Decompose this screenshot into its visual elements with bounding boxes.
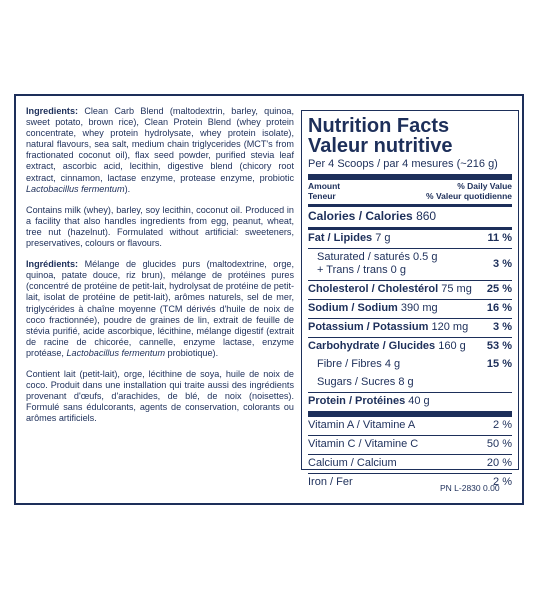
serving-size: Per 4 Scoops / par 4 mesures (~216 g) xyxy=(308,158,498,170)
saturated-trans-row xyxy=(308,249,512,280)
sodium-label: Sodium / Sodium xyxy=(308,302,398,314)
potassium-row xyxy=(308,319,512,337)
sodium-amount: 390 mg xyxy=(400,302,438,314)
calories-row xyxy=(308,207,512,227)
carbohydrate-dv: 53 % xyxy=(486,340,512,352)
calcium-dv: 20 % xyxy=(486,457,512,469)
iron-label: Iron / Fer xyxy=(308,476,353,488)
potassium-dv: 3 % xyxy=(493,321,512,333)
ingredients-fr xyxy=(26,259,294,359)
saturated-trans-dv: 3 % xyxy=(493,258,512,270)
carbohydrate-amount: 160 g xyxy=(438,340,466,352)
vitamin-a-dv: 2 % xyxy=(493,419,512,431)
fat-label: Fat / Lipides xyxy=(308,232,373,244)
fibre-row xyxy=(308,356,512,374)
contains-fr: Contient lait (petit-lait), orge, lécithine de soya, huile de noix de coco. Produit dans une installation qui traite aussi des ingrédients provenant d'œufs, d'arachides, de blé, de noix (noisettes). Formulé sans édulcorants, agents de conservation, colorants ou arômes artificiels. xyxy=(26,368,294,424)
nutrition-title: Nutrition Facts xyxy=(308,115,450,137)
sodium-dv: 16 % xyxy=(486,302,512,314)
amount-label-fr: Teneur xyxy=(308,190,336,201)
vitamin-a-row xyxy=(308,417,512,435)
ingredients-en-heading: Ingredients: xyxy=(26,106,79,116)
sugars-label: Sugars / Sucres 8 g xyxy=(317,376,414,388)
fat-amount: 7 g xyxy=(375,232,391,244)
calcium-row xyxy=(308,455,512,473)
protein-amount: 40 g xyxy=(408,395,430,407)
potassium-label: Potassium / Potassium xyxy=(308,321,429,333)
cholesterol-amount: 75 mg xyxy=(441,283,472,295)
ingredients-fr-end: probiotique). xyxy=(165,347,219,358)
calories-label: Calories / Calories xyxy=(308,209,413,223)
dv-label: % Daily Value xyxy=(457,181,512,191)
calories-value: 860 xyxy=(416,209,437,223)
vitamin-c-label: Vitamin C / Vitamine C xyxy=(308,438,419,450)
fibre-dv: 15 % xyxy=(486,358,512,370)
trans-label: + Trans / trans 0 g xyxy=(317,264,406,276)
protein-label: Protein / Protéines xyxy=(308,395,406,407)
ingredients-fr-text: Mélange de glucides purs (maltodextrine, orge, quinoa, patate douce, riz brun), mélange de protéines pures (concentré de protéine de petit-lait, hydrolysat de protéine de petit-lait, isolat de protéine de petit-lait), arômes naturels, sel de mer, triglycérides à chaîne moyenne (TCM dérivés d'huile de noix de coco fractionnée), poudre de graines de lin, extrait de feuille de stévia purifié, acide ascorbique, lécithine, mélange digestif (extrait de racine de chicorée, cannelle, enzyme lactase, enzyme protéase, xyxy=(26,259,295,358)
saturated-label: Saturated / saturés 0.5 g xyxy=(317,251,438,263)
ingredients-fr-heading: Ingrédients: xyxy=(26,259,79,270)
ingredients-column xyxy=(26,106,294,434)
carbohydrate-row xyxy=(308,338,512,356)
contains-en: Contains milk (whey), barley, soy lecithin, coconut oil. Produced in a facility that also handles ingredients from egg, peanut, wheat, tree nut (hazelnut). Formulated without artificial: sweeteners, preservatives, colours or flavours. xyxy=(26,204,294,249)
calcium-label: Calcium / Calcium xyxy=(308,457,397,469)
amount-label: Amount xyxy=(308,181,341,191)
sugars-row xyxy=(308,374,512,392)
sodium-row xyxy=(308,300,512,318)
potassium-amount: 120 mg xyxy=(431,321,469,333)
vitamin-c-row xyxy=(308,436,512,454)
ingredients-en xyxy=(26,106,294,195)
iron-dv: 2 % xyxy=(493,476,512,488)
part-number: PN L-2830 0.00 xyxy=(440,483,500,493)
nutrition-subtitle: Valeur nutritive xyxy=(308,135,453,157)
fat-dv: 11 % xyxy=(487,232,512,244)
ingredients-en-probiotic: Lactobacillus fermentum xyxy=(26,183,125,194)
dv-label-fr: % Valeur quotidienne xyxy=(426,190,512,201)
cholesterol-dv: 25 % xyxy=(486,283,512,295)
vitamin-c-dv: 50 % xyxy=(486,438,512,450)
ingredients-en-end: ). xyxy=(124,183,131,194)
ingredients-fr-probiotic: Lactobacillus fermentum xyxy=(66,347,166,358)
ingredients-en-text: Clean Carb Blend (maltodextrin, barley, quinoa, sweet potato, brown rice), Clean Protein Blend (whey protein concentrate, whey protein hydrolysate, whey protein isolate), natural flavours, sea salt, medium chain triglycerides (MCT's from fractionated coconut oil), flax seed powder, purified stevia leaf extract, ascorbic acid, lecithin, digestive blend (chicory root extract, cinnamon, lactase enzyme, protease enzyme, probiotic xyxy=(26,106,294,183)
cholesterol-label: Cholesterol / Cholestérol xyxy=(308,283,439,295)
fat-row xyxy=(308,230,512,248)
protein-row xyxy=(308,393,512,411)
column-header xyxy=(308,180,512,204)
fibre-label: Fibre / Fibres 4 g xyxy=(317,358,401,370)
cholesterol-row xyxy=(308,281,512,299)
vitamin-a-label: Vitamin A / Vitamine A xyxy=(308,419,416,431)
carbohydrate-label: Carbohydrate / Glucides xyxy=(308,340,436,352)
